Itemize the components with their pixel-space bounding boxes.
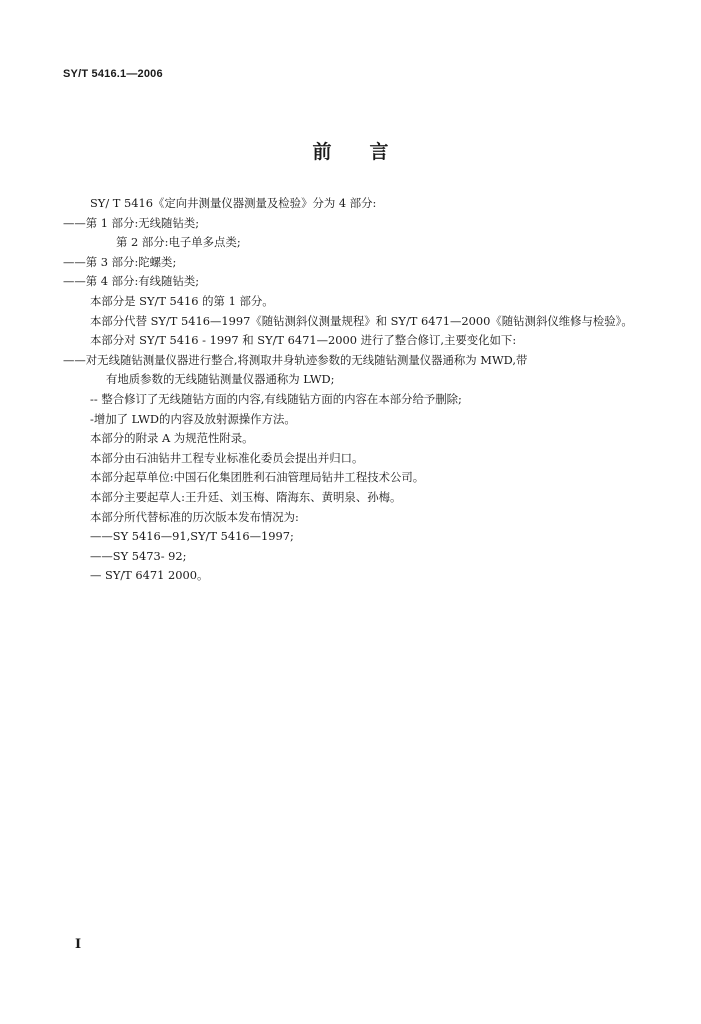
paragraph-replaces [63, 312, 638, 332]
paragraph-drafting-unit: 本部分起草单位:中国石化集团胜利石油管理局钻井工程技术公司。 [90, 470, 425, 485]
page-number: I [75, 937, 82, 952]
list-item-part-4: ——第 4 部分:有线随钻类; [63, 274, 200, 289]
list-item-part-2: 第 2 部分:电子单多点类; [116, 235, 241, 250]
paragraph-part-statement: 本部分是 SY/T 5416 的第 1 部分。 [90, 293, 274, 308]
list-item-part-3: ——第 3 部分:陀螺类; [63, 254, 177, 269]
list-item-history-3: — SY/T 6471 2000。 [90, 568, 209, 583]
list-item-part-1: ——第 1 部分:无线随钻类; [63, 215, 200, 230]
paragraph-drafters: 本部分主要起草人:王升廷、刘玉梅、隋海东、黄明泉、孙梅。 [90, 489, 402, 504]
paragraph-parts-intro: SY/ T 5416《定向井测量仪器测量及检验》分为 4 部分: [90, 196, 377, 210]
paragraph-history-intro: 本部分所代替标准的历次版本发布情况为: [90, 509, 299, 524]
paragraph-changes-intro: 本部分对 SY/T 5416 - 1997 和 SY/T 6471—2000 进行了整合修订,主要变化如下: [90, 333, 517, 348]
list-item-history-2: ——SY 5473- 92; [90, 548, 187, 563]
list-item-change-3: -增加了 LWD的内容及放射源操作方法。 [90, 411, 296, 426]
list-item-history-1: ——SY 5416—91,SY/T 5416—1997; [90, 529, 294, 544]
paragraph-proposed-by: 本部分由石油钻井工程专业标准化委员会提出并归口。 [90, 450, 364, 465]
paragraph-annex: 本部分的附录 A 为规范性附录。 [90, 431, 254, 446]
foreword-body [63, 194, 638, 586]
paragraph-replaces-text: 本部分代替 SY/T 5416—1997《随钻测斜仪测量规程》和 SY/T 6471—2000《随钻测斜仪维修与检验》。 [90, 313, 633, 328]
page-title: 前言 [312, 141, 427, 163]
list-item-change-2: -- 整合修订了无线随钻方面的内容,有线随钻方面的内容在本部分给予删除; [90, 391, 462, 406]
list-item-change-1: ——对无线随钻测量仪器进行整合,将测取井身轨迹参数的无线随钻测量仪器通称为 MWD,带 [63, 352, 528, 367]
list-item-change-1-cont: 有地质参数的无线随钻测量仪器通称为 LWD; [106, 372, 335, 387]
standard-code: SY/T 5416.1—2006 [63, 68, 163, 80]
